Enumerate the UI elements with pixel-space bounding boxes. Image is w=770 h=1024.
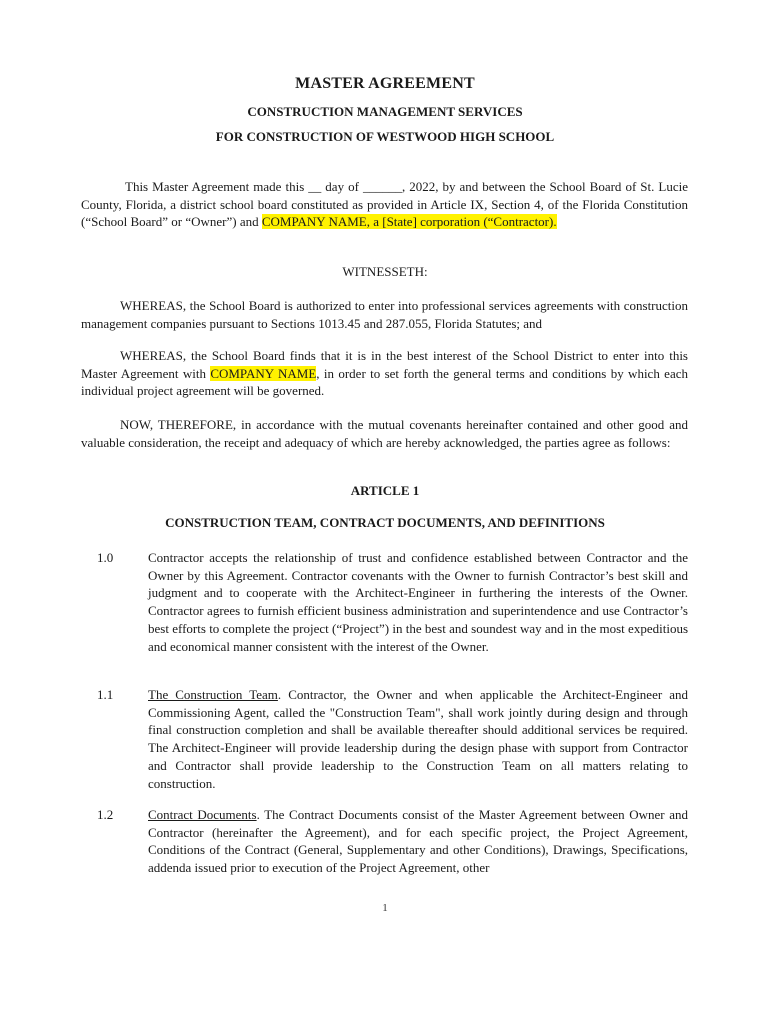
whereas2-text-after: , in order to set forth the general terms and conditions by which each individual project agreement will be governed. xyxy=(81,365,688,399)
whereas2-text: WHEREAS, the School Board finds that it is in the best interest of the School District to enter into this Master Agreement with xyxy=(81,348,688,381)
section-paragraph xyxy=(148,686,688,792)
intro-text: This Master Agreement made this __ day of ______, 2022, by and between the School Board of St. Lucie County, Florida, a district school board constituted as provided in Article IX, Section 4, of the Florida Constitution (“School Board” or “Owner”) and xyxy=(81,179,688,230)
section-text: . The Contract Documents consist of the Master Agreement between Owner and Contractor (hereinafter the Agreement), and for each specific project, the Project Agreement, Conditions of the Contract (General, Supplementary and other Conditions), Drawings, Specifications, addenda issued prior to execution of the Project Agreement, other xyxy=(148,807,688,876)
witnesseth-heading: WITNESSETH: xyxy=(342,264,428,279)
article-heading: ARTICLE 1 xyxy=(350,483,420,498)
article-title: CONSTRUCTION TEAM, CONTRACT DOCUMENTS, AND DEFINITIONS xyxy=(165,515,605,530)
document-title: MASTER AGREEMENT xyxy=(295,75,475,92)
now-therefore-paragraph: NOW, THEREFORE, in accordance with the mutual covenants hereinafter contained and other good and valuable consideration, the receipt and adequacy of which are hereby acknowledged, the parties agree as follows: xyxy=(81,417,688,450)
whereas2-company-highlight: COMPANY NAME xyxy=(210,365,317,381)
section-number: 1.0 xyxy=(97,550,114,565)
section-paragraph xyxy=(148,806,688,877)
section-heading: Contract Documents xyxy=(148,807,257,822)
document-subtitle-project: FOR CONSTRUCTION OF WESTWOOD HIGH SCHOOL xyxy=(215,129,555,144)
whereas-paragraph-2 xyxy=(81,347,688,400)
whereas-paragraph-1: WHEREAS, the School Board is authorized to enter into professional services agreements with construction management companies pursuant to Sections 1013.45 and 287.055, Florida Statutes; and xyxy=(81,298,688,331)
intro-paragraph xyxy=(81,178,688,231)
section-text: Contractor accepts the relationship of trust and confidence established between Contractor and the Owner by this Agreement. Contractor covenants with the Owner to furnish Contractor’s best skill and judgment and to cooperate with the Architect-Engineer in furthering the interests of the Owner. Contractor agrees to furnish efficient business administration and superintendence and use Contractor’s best efforts to complete the project (“Project”) in the best and soundest way and in the most expeditious and economical manner consistent with the interest of the Owner. xyxy=(148,550,688,654)
page-number: 1 xyxy=(382,902,388,914)
intro-company-highlight: COMPANY NAME, a [State] corporation (“Contractor). xyxy=(261,214,557,230)
section-number: 1.2 xyxy=(97,807,114,822)
document-subtitle-services: CONSTRUCTION MANAGEMENT SERVICES xyxy=(247,104,523,119)
section-heading: The Construction Team xyxy=(148,687,278,702)
section-number: 1.1 xyxy=(97,687,114,702)
section-text: . Contractor, the Owner and when applicable the Architect-Engineer and Commissioning Agent, called the "Construction Team", shall work jointly during design and through final construction completion and shall be available thereafter should additional services be required. The Architect-Engineer will provide leadership during the design phase with support from Contractor and Contractor shall provide leadership to the Construction Team on all matters relating to construction. xyxy=(148,687,688,791)
